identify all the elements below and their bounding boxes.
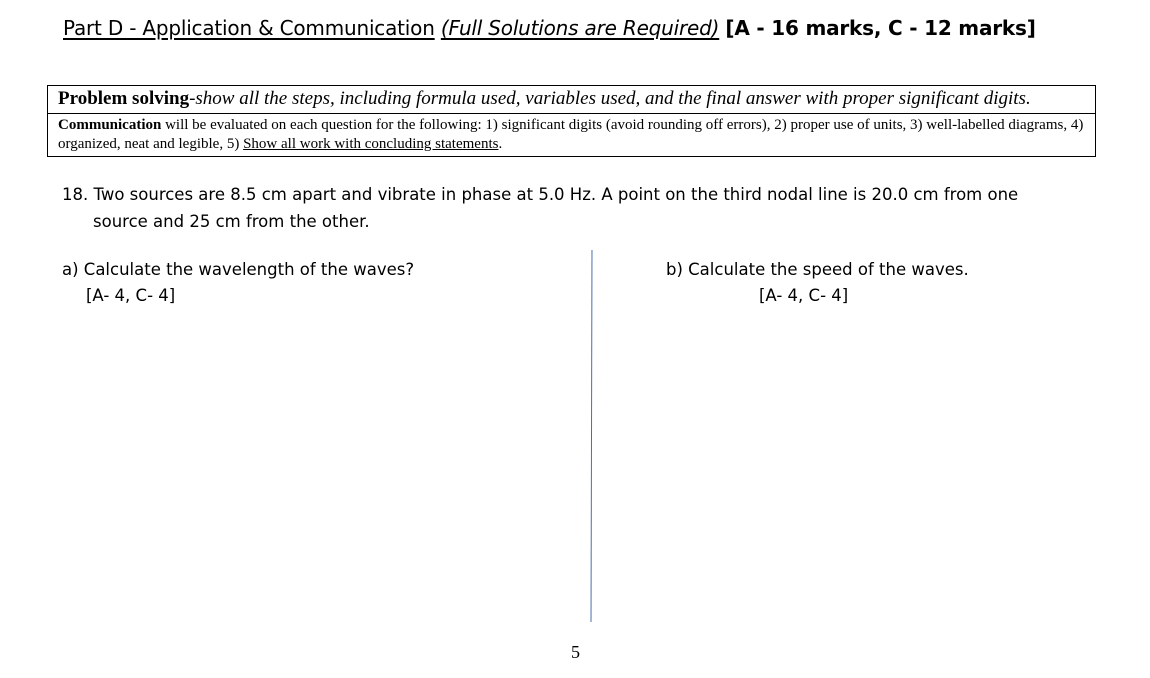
communication-end: . (498, 136, 503, 152)
question-18 (62, 181, 1072, 235)
rubric-box (47, 85, 1096, 157)
communication-row (48, 114, 1095, 156)
page-number: 5 (571, 642, 580, 662)
question-line-1: 18. Two sources are 8.5 cm apart and vibrate in phase at 5.0 Hz. A point on the third nodal line is 20.0 cm from one (62, 185, 1019, 204)
part-b-marks: [A- 4, C- 4] (759, 286, 849, 305)
section-marks: [A - 16 marks, C - 12 marks] (725, 16, 1036, 40)
problem-solving-text: -show all the steps, including formula used, variables used, and the final answer with proper significant digits. (189, 88, 1031, 109)
part-a (62, 257, 414, 309)
problem-solving-row (48, 86, 1095, 114)
part-b-prompt: b) Calculate the speed of the waves. (666, 260, 969, 279)
communication-label: Communication (58, 117, 162, 133)
part-b (666, 257, 969, 309)
question-line-2: source and 25 cm from the other. (93, 212, 370, 231)
section-header (63, 16, 1036, 40)
full-solutions-note: (Full Solutions are Required) (440, 16, 720, 40)
concluding-statements-note: Show all work with concluding statements (243, 136, 499, 152)
part-a-marks: [A- 4, C- 4] (86, 286, 176, 305)
part-title: Part D - Application & Communication (63, 16, 435, 40)
column-divider (591, 250, 593, 622)
problem-solving-label: Problem solving (58, 88, 190, 109)
communication-text: will be evaluated on each question for the following: 1) significant digits (avoid rounding off errors), 2) proper use of units, 3) well-labelled diagrams, 4) organized, neat and legible, 5) (58, 117, 1084, 152)
part-a-prompt: a) Calculate the wavelength of the waves? (62, 260, 415, 279)
